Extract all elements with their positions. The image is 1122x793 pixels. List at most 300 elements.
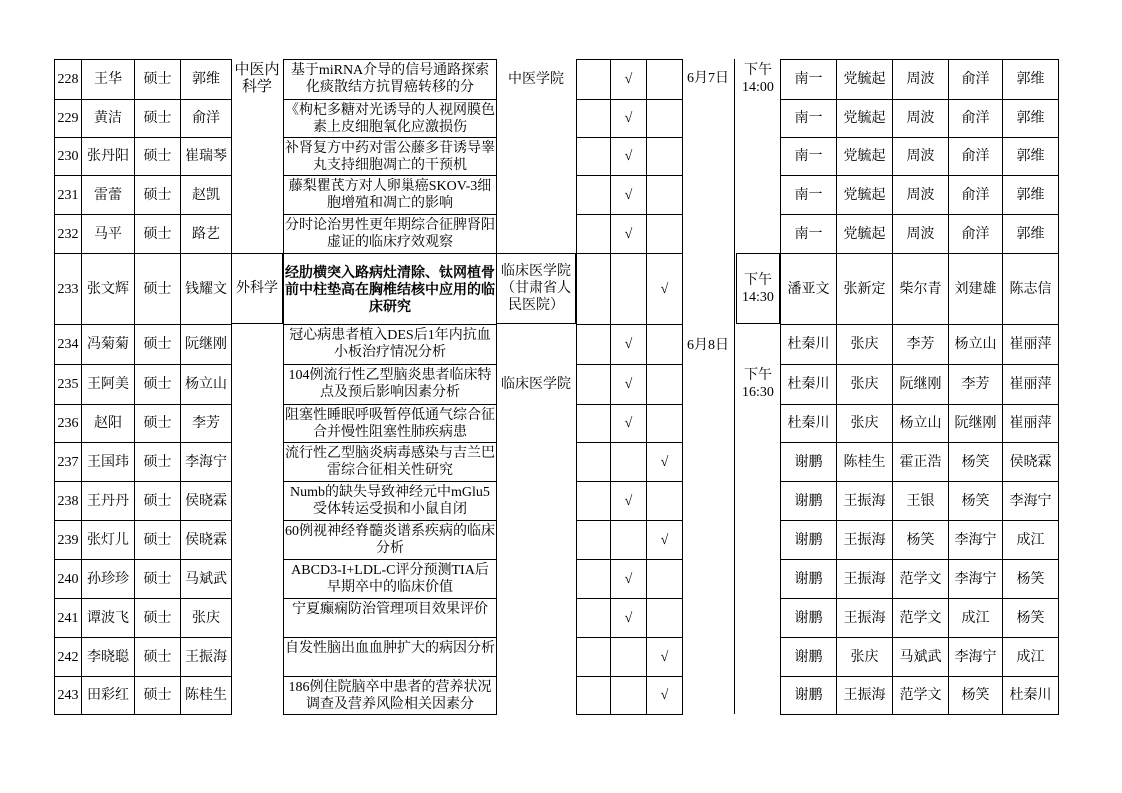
thesis-title xyxy=(283,598,497,638)
cell-text: 成江 xyxy=(1016,649,1045,665)
advisor-name xyxy=(180,559,232,599)
check-cell xyxy=(576,598,611,638)
check-cell xyxy=(646,99,683,138)
advisor-name xyxy=(180,404,232,443)
merge-line xyxy=(231,59,232,253)
check-cell xyxy=(610,520,647,560)
student-name xyxy=(81,175,135,215)
cell-text: 硕士 xyxy=(143,337,172,352)
judge-cell xyxy=(780,520,837,560)
cell-text: 周波 xyxy=(906,187,935,203)
judge-cell xyxy=(948,481,1003,521)
cell-text: 阻塞性睡眠呼吸暂停低通气综合征合并慢性阻塞性肺疾病患 xyxy=(285,408,495,440)
check-cell xyxy=(576,99,611,138)
check-cell xyxy=(610,214,647,254)
cell-text: 234 xyxy=(57,337,79,352)
cell-text: √ xyxy=(624,226,633,242)
cell-text: 俞洋 xyxy=(961,226,990,242)
cell-text: √ xyxy=(660,281,669,297)
judge-cell xyxy=(948,676,1003,715)
check-cell xyxy=(610,253,647,325)
judge-cell xyxy=(1002,364,1059,405)
cell-text: 104例流行性乙型脑炎患者临床特点及预后影响因素分析 xyxy=(288,368,492,400)
cell-text: 王阿美 xyxy=(87,377,129,392)
cell-text: 柴尔青 xyxy=(899,281,942,297)
cell-text: 侯晓霖 xyxy=(1009,454,1052,470)
judge-cell xyxy=(948,364,1003,405)
check-cell xyxy=(610,59,647,100)
date-text-2: 6月8日 xyxy=(687,337,729,353)
judge-cell xyxy=(780,637,837,677)
check-cell xyxy=(610,598,647,638)
student-name xyxy=(81,214,135,254)
cell-text: 冠心病患者植入DES后1年内抗血小板治疗情况分析 xyxy=(289,328,491,360)
thesis-title xyxy=(283,404,497,443)
judge-cell xyxy=(836,676,893,715)
judge-cell xyxy=(892,99,949,138)
check-cell xyxy=(646,214,683,254)
cell-text: ABCD3-I+LDL-C评分预测TIA后早期卒中的临床价值 xyxy=(291,563,489,595)
cell-text: √ xyxy=(624,111,633,126)
cell-text: 俞洋 xyxy=(961,187,990,203)
student-name xyxy=(81,324,135,365)
college-text-2: 临床医学院（甘肃省人民医院） xyxy=(501,264,571,313)
cell-text: 俞洋 xyxy=(961,149,990,164)
advisor-name xyxy=(180,481,232,521)
cell-text: 硕士 xyxy=(143,649,172,665)
judge-cell xyxy=(892,214,949,254)
cell-text: 南一 xyxy=(794,149,823,164)
check-cell xyxy=(610,364,647,405)
judge-cell xyxy=(948,137,1003,176)
cell-text: 李海宁 xyxy=(954,649,997,665)
check-cell xyxy=(610,99,647,138)
cell-text: √ xyxy=(660,454,669,470)
cell-text: 郭维 xyxy=(1016,187,1045,203)
advisor-name xyxy=(180,137,232,176)
check-cell xyxy=(646,175,683,215)
student-name xyxy=(81,637,135,677)
cell-text: 赵凯 xyxy=(192,187,220,203)
cell-text: 藤梨瞿芪方对人卵巢癌SKOV-3细胞增殖和凋亡的影响 xyxy=(288,179,492,211)
cell-text: 240 xyxy=(57,571,79,587)
judge-cell xyxy=(836,598,893,638)
row-number xyxy=(54,676,82,715)
student-name xyxy=(81,520,135,560)
cell-text: 王振海 xyxy=(843,571,886,587)
advisor-name xyxy=(180,214,232,254)
cell-text: 李芳 xyxy=(906,337,935,352)
cell-text: √ xyxy=(624,493,633,509)
student-name xyxy=(81,137,135,176)
cell-text: 党毓起 xyxy=(843,72,886,87)
judge-cell xyxy=(1002,598,1059,638)
judge-cell xyxy=(836,404,893,443)
degree-cell xyxy=(134,559,181,599)
cell-text: 流行性乙型脑炎病毒感染与吉兰巴雷综合征相关性研究 xyxy=(285,446,495,478)
judge-cell xyxy=(780,559,837,599)
judge-cell xyxy=(836,175,893,215)
judge-cell xyxy=(892,253,949,325)
degree-cell xyxy=(134,598,181,638)
cell-text: 刘建雄 xyxy=(954,281,997,297)
row-number xyxy=(54,137,82,176)
cell-text: 王丹丹 xyxy=(87,493,129,509)
check-cell xyxy=(646,481,683,521)
check-cell xyxy=(576,676,611,715)
cell-text: 241 xyxy=(57,610,79,626)
judge-cell xyxy=(836,137,893,176)
cell-text: 《枸杞多糖对光诱导的人视网膜色素上皮细胞氧化应激损伤 xyxy=(285,103,495,135)
cell-text: 张丹阳 xyxy=(87,149,129,164)
cell-text: √ xyxy=(624,187,633,203)
cell-text: 杜秦川 xyxy=(787,337,830,352)
degree-cell xyxy=(134,404,181,443)
cell-text: 南一 xyxy=(794,226,823,242)
cell-text: 杨笑 xyxy=(961,493,990,509)
cell-text: 周波 xyxy=(906,72,935,87)
row-number xyxy=(54,442,82,482)
thesis-title xyxy=(283,520,497,560)
judge-cell xyxy=(892,324,949,365)
judge-cell xyxy=(1002,442,1059,482)
thesis-title xyxy=(283,137,497,176)
check-cell xyxy=(646,676,683,715)
cell-text: 谢鹏 xyxy=(794,454,823,470)
cell-text: 杨笑 xyxy=(1016,571,1045,587)
check-cell xyxy=(610,559,647,599)
cell-text: 243 xyxy=(57,688,79,703)
check-cell xyxy=(646,59,683,100)
cell-text: 232 xyxy=(57,226,79,242)
cell-text: 崔瑞琴 xyxy=(185,149,227,164)
cell-text: √ xyxy=(660,649,669,665)
cell-text: 李晓聪 xyxy=(87,649,129,665)
advisor-name xyxy=(180,253,232,325)
cell-text: 张文辉 xyxy=(87,281,129,297)
thesis-title xyxy=(283,481,497,521)
check-cell xyxy=(610,442,647,482)
cell-text: 阮继刚 xyxy=(899,377,942,392)
student-name xyxy=(81,404,135,443)
degree-cell xyxy=(134,175,181,215)
row-number xyxy=(54,324,82,365)
thesis-title xyxy=(283,637,497,677)
cell-text: 补肾复方中药对雷公藤多苷诱导睾丸支持细胞凋亡的干预机 xyxy=(285,141,495,173)
check-cell xyxy=(576,364,611,405)
degree-cell xyxy=(134,59,181,100)
date-cell-1 xyxy=(682,59,734,97)
judge-cell xyxy=(836,214,893,254)
cell-text: 成江 xyxy=(1016,532,1045,548)
judge-cell xyxy=(836,324,893,365)
cell-text: 王华 xyxy=(94,72,122,87)
cell-text: 杜秦川 xyxy=(787,416,830,431)
cell-text: 235 xyxy=(57,377,79,392)
check-cell xyxy=(646,559,683,599)
thesis-title xyxy=(283,442,497,482)
advisor-name xyxy=(180,59,232,100)
thesis-title xyxy=(283,364,497,405)
cell-text: 杨立山 xyxy=(185,377,227,392)
check-cell xyxy=(576,324,611,365)
row-number xyxy=(54,175,82,215)
time-cell-2 xyxy=(736,253,780,324)
cell-text: 冯菊菊 xyxy=(87,337,129,352)
judge-cell xyxy=(836,481,893,521)
check-cell xyxy=(610,324,647,365)
cell-text: 潘亚文 xyxy=(787,281,830,297)
cell-text: 赵阳 xyxy=(94,416,122,431)
cell-text: 李海宁 xyxy=(954,532,997,548)
cell-text: 分时论治男性更年期综合征脾肾阳虚证的临床疗效观察 xyxy=(285,218,495,250)
cell-text: √ xyxy=(624,377,633,392)
judge-cell xyxy=(948,324,1003,365)
cell-text: 李芳 xyxy=(961,377,990,392)
cell-text: √ xyxy=(624,149,633,164)
college-cell-1 xyxy=(496,59,576,99)
thesis-title xyxy=(283,175,497,215)
row-number xyxy=(54,99,82,138)
cell-text: 谢鹏 xyxy=(794,688,823,703)
merge-line xyxy=(780,59,781,714)
judge-cell xyxy=(780,214,837,254)
cell-text: 张庆 xyxy=(850,416,879,431)
cell-text: 郭维 xyxy=(1016,149,1045,164)
cell-text: 王国玮 xyxy=(87,454,129,470)
degree-cell xyxy=(134,137,181,176)
cell-text: 陈桂生 xyxy=(843,454,886,470)
judge-cell xyxy=(780,324,837,365)
row-number xyxy=(54,214,82,254)
student-name xyxy=(81,253,135,325)
cell-text: 周波 xyxy=(906,149,935,164)
check-cell xyxy=(576,481,611,521)
time-cell-3 xyxy=(736,364,780,404)
cell-text: 杜秦川 xyxy=(787,377,830,392)
thesis-title xyxy=(283,324,497,365)
degree-cell xyxy=(134,324,181,365)
cell-text: 硕士 xyxy=(143,149,172,164)
major-cell-1 xyxy=(231,59,283,99)
time-text-3: 下午16:30 xyxy=(742,368,774,400)
cell-text: 杨笑 xyxy=(961,454,990,470)
degree-cell xyxy=(134,364,181,405)
cell-text: 郭维 xyxy=(1016,226,1045,242)
check-cell xyxy=(576,559,611,599)
judge-cell xyxy=(780,676,837,715)
cell-text: 俞洋 xyxy=(192,111,220,126)
cell-text: 239 xyxy=(57,532,79,548)
cell-text: 谢鹏 xyxy=(794,532,823,548)
cell-text: 236 xyxy=(57,416,79,431)
judge-cell xyxy=(1002,214,1059,254)
check-cell xyxy=(576,520,611,560)
cell-text: 谢鹏 xyxy=(794,571,823,587)
degree-cell xyxy=(134,99,181,138)
cell-text: 硕士 xyxy=(143,610,172,626)
date-text-1: 6月7日 xyxy=(687,70,729,86)
judge-cell xyxy=(836,99,893,138)
judge-cell xyxy=(1002,404,1059,443)
cell-text: 张庆 xyxy=(192,610,220,626)
judge-cell xyxy=(948,559,1003,599)
judge-cell xyxy=(892,175,949,215)
advisor-name xyxy=(180,324,232,365)
cell-text: 硕士 xyxy=(143,226,172,242)
college-text-3: 临床医学院 xyxy=(501,376,571,392)
judge-cell xyxy=(1002,559,1059,599)
cell-text: 王银 xyxy=(906,493,935,509)
judge-cell xyxy=(948,175,1003,215)
merge-line xyxy=(496,59,497,714)
judge-cell xyxy=(780,404,837,443)
date-cell-2 xyxy=(682,326,734,364)
judge-cell xyxy=(948,59,1003,100)
cell-text: 硕士 xyxy=(143,454,172,470)
cell-text: 宁夏癫痫防治管理项目效果评价 xyxy=(292,602,488,617)
cell-text: 李芳 xyxy=(192,416,220,431)
cell-text: 俞洋 xyxy=(961,72,990,87)
cell-text: 马平 xyxy=(94,226,122,242)
cell-text: 杨立山 xyxy=(899,416,942,431)
college-text-1: 中医学院 xyxy=(508,71,564,87)
judge-cell xyxy=(780,137,837,176)
cell-text: 王振海 xyxy=(843,688,886,703)
judge-cell xyxy=(780,598,837,638)
judge-cell xyxy=(780,253,837,325)
row-number xyxy=(54,59,82,100)
cell-text: 自发性脑出血血肿扩大的病因分析 xyxy=(285,641,495,656)
degree-cell xyxy=(134,214,181,254)
thesis-title xyxy=(283,214,497,254)
judge-cell xyxy=(892,520,949,560)
cell-text: 王振海 xyxy=(843,532,886,548)
cell-text: 田彩红 xyxy=(87,688,129,703)
cell-text: 杜秦川 xyxy=(1009,688,1052,703)
cell-text: 杨立山 xyxy=(954,337,997,352)
cell-text: 张庆 xyxy=(850,337,879,352)
check-cell xyxy=(576,59,611,100)
cell-text: 南一 xyxy=(794,187,823,203)
thesis-title xyxy=(283,59,497,100)
judge-cell xyxy=(892,364,949,405)
cell-text: 张新定 xyxy=(843,281,886,297)
degree-cell xyxy=(134,520,181,560)
judge-cell xyxy=(1002,137,1059,176)
cell-text: √ xyxy=(624,610,633,626)
judge-cell xyxy=(1002,59,1059,100)
cell-text: √ xyxy=(660,688,669,703)
row-number xyxy=(54,404,82,443)
cell-text: 崔丽萍 xyxy=(1009,377,1052,392)
cell-text: 杨笑 xyxy=(906,532,935,548)
judge-cell xyxy=(1002,253,1059,325)
advisor-name xyxy=(180,175,232,215)
cell-text: 杨笑 xyxy=(961,688,990,703)
cell-text: 雷蕾 xyxy=(94,187,122,203)
check-cell xyxy=(576,137,611,176)
cell-text: 王振海 xyxy=(843,610,886,626)
judge-cell xyxy=(780,175,837,215)
cell-text: 186例住院脑卒中患者的营养状况调查及营养风险相关因素分 xyxy=(288,680,492,712)
cell-text: 范学文 xyxy=(899,571,942,587)
check-cell xyxy=(646,598,683,638)
row-number xyxy=(54,253,82,325)
advisor-name xyxy=(180,364,232,405)
cell-text: 60例视神经脊髓炎谱系疾病的临床分析 xyxy=(285,524,495,556)
cell-text: 硕士 xyxy=(143,532,172,548)
row-number xyxy=(54,559,82,599)
student-name xyxy=(81,598,135,638)
cell-text: 阮继刚 xyxy=(954,416,997,431)
cell-text: 孙珍珍 xyxy=(87,571,129,587)
cell-text: 242 xyxy=(57,649,79,665)
cell-text: 谢鹏 xyxy=(794,649,823,665)
student-name xyxy=(81,559,135,599)
student-name xyxy=(81,481,135,521)
cell-text: 崔丽萍 xyxy=(1009,416,1052,431)
row-number xyxy=(54,520,82,560)
row-number xyxy=(54,364,82,405)
advisor-name xyxy=(180,598,232,638)
cell-text: √ xyxy=(624,571,633,587)
cell-text: 黄洁 xyxy=(94,111,122,126)
cell-text: 张庆 xyxy=(850,649,879,665)
judge-cell xyxy=(892,676,949,715)
thesis-title xyxy=(283,676,497,715)
degree-cell xyxy=(134,481,181,521)
judge-cell xyxy=(948,214,1003,254)
cell-text: √ xyxy=(624,337,633,352)
cell-text: 南一 xyxy=(794,111,823,126)
judge-cell xyxy=(892,559,949,599)
cell-text: 231 xyxy=(57,187,79,203)
cell-text: √ xyxy=(624,72,633,87)
check-cell xyxy=(610,676,647,715)
cell-text: 硕士 xyxy=(143,377,172,392)
cell-text: 238 xyxy=(57,493,79,509)
cell-text: 马斌武 xyxy=(185,571,227,587)
cell-text: 基于miRNA介导的信号通路探索化痰散结方抗胃癌转移的分 xyxy=(290,63,490,95)
cell-text: 陈桂生 xyxy=(185,688,227,703)
cell-text: 王振海 xyxy=(843,493,886,509)
judge-cell xyxy=(1002,481,1059,521)
check-cell xyxy=(610,637,647,677)
cell-text: 李海宁 xyxy=(1009,493,1052,509)
check-cell xyxy=(610,175,647,215)
judge-cell xyxy=(948,253,1003,325)
major-text-1: 中医内科学 xyxy=(234,62,280,95)
check-cell xyxy=(576,175,611,215)
cell-text: 侯晓霖 xyxy=(185,532,227,548)
check-cell xyxy=(576,214,611,254)
judge-cell xyxy=(836,364,893,405)
judge-cell xyxy=(1002,99,1059,138)
judge-cell xyxy=(836,520,893,560)
judge-cell xyxy=(892,637,949,677)
judge-cell xyxy=(1002,637,1059,677)
cell-text: 硕士 xyxy=(143,111,172,126)
check-cell xyxy=(646,364,683,405)
cell-text: 229 xyxy=(57,111,79,126)
judge-cell xyxy=(892,404,949,443)
judge-cell xyxy=(836,253,893,325)
cell-text: 谭波飞 xyxy=(87,610,129,626)
advisor-name xyxy=(180,99,232,138)
cell-text: 李海宁 xyxy=(954,571,997,587)
judge-cell xyxy=(780,99,837,138)
